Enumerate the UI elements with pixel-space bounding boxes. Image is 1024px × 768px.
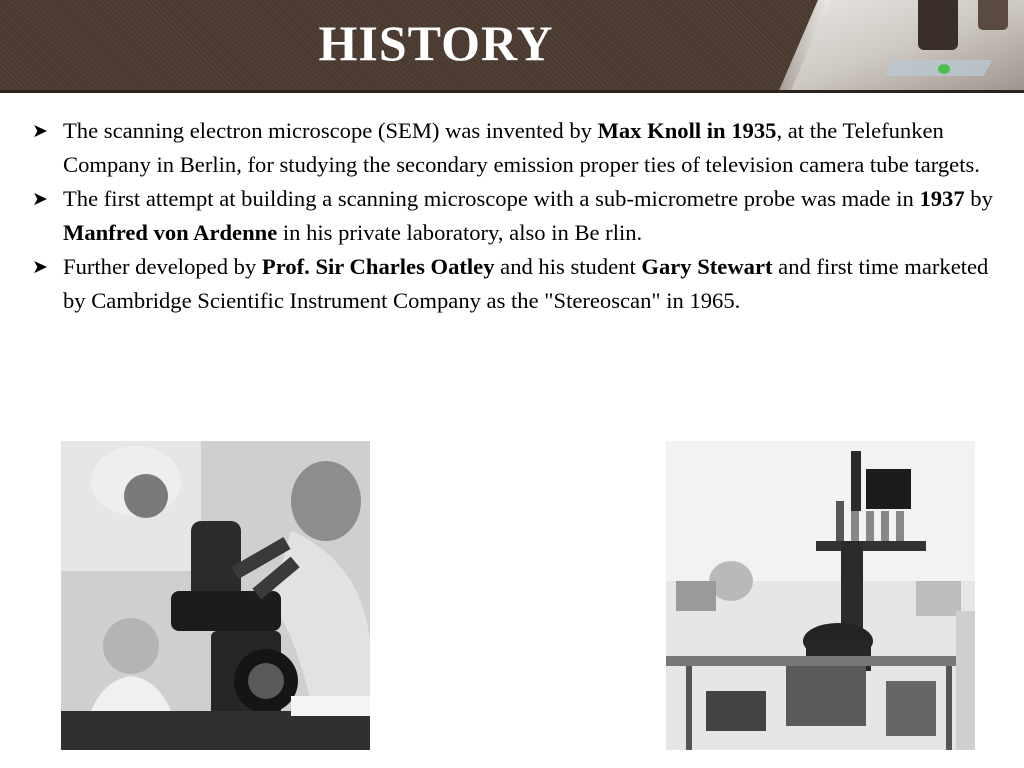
arrow-bullet-icon: ➤	[32, 188, 48, 210]
arrow-bullet-icon: ➤	[32, 120, 48, 142]
bullet-item	[30, 182, 995, 250]
bullet-text: Further developed by Prof. Sir Charles Oatley and his student Gary Stewart and first time marketed by Cambridge Scientific Instrument Company as the "Stereoscan" in 1965.	[63, 254, 989, 313]
researchers-photo-illustration	[61, 441, 370, 750]
researchers-with-microscope-photo	[61, 441, 370, 750]
specimen-dot	[938, 64, 950, 74]
early-sem-laboratory-photo	[666, 441, 975, 750]
bullet-item	[30, 250, 995, 318]
bullet-list	[30, 114, 995, 318]
objective-lens-shape	[918, 0, 958, 50]
bullet-text: The scanning electron microscope (SEM) was invented by Max Knoll in 1935, at the Telefunken Company in Berlin, for studying the secondary emission proper ties of television camera tube targets.	[63, 118, 980, 177]
laboratory-photo-illustration	[666, 441, 975, 750]
objective-lens-shape	[978, 0, 1008, 30]
arrow-bullet-icon: ➤	[32, 256, 48, 278]
header-divider	[0, 90, 1024, 93]
microscope-header-photo	[778, 0, 1024, 93]
bullet-text: The first attempt at building a scanning microscope with a sub-micrometre probe was made in 1937 by Manfred von Ardenne in his private laboratory, also in Be rlin.	[63, 186, 993, 245]
slide-title: HISTORY	[318, 15, 554, 71]
slide-header	[0, 0, 1024, 93]
bullet-item	[30, 114, 995, 182]
